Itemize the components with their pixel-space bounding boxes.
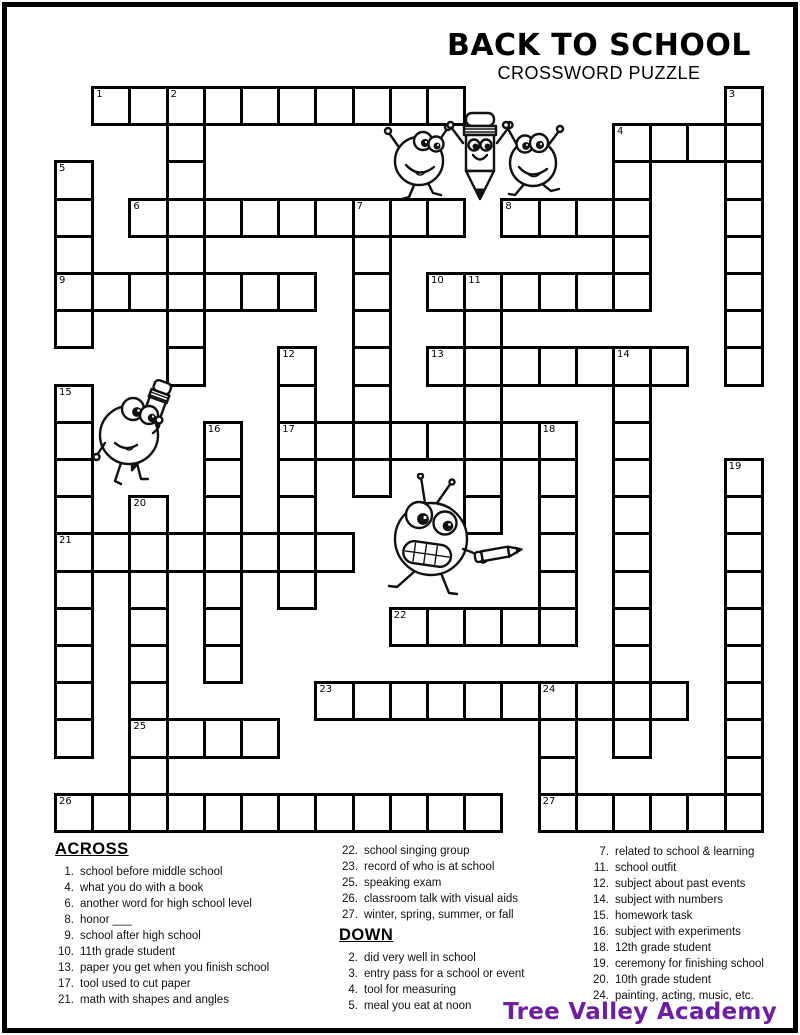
clue-text: did very well in school — [364, 952, 476, 964]
clue-number: 6. — [64, 898, 74, 910]
cell-number: 3 — [728, 89, 735, 100]
grid-cell[interactable] — [463, 607, 503, 647]
clue-item — [588, 860, 764, 876]
grid-cell[interactable] — [724, 607, 764, 647]
grid-cell[interactable] — [538, 198, 578, 238]
cell-number: 5 — [59, 163, 66, 175]
grid-cell[interactable] — [352, 793, 392, 833]
clue-text: school after high school — [80, 930, 201, 942]
clue-item — [337, 859, 524, 875]
worksheet-page — [2, 2, 798, 1033]
grid-cell[interactable] — [352, 681, 392, 721]
clue-item — [588, 844, 764, 860]
clue-number: 4. — [348, 984, 358, 996]
grid-cell[interactable] — [426, 346, 466, 386]
grid-cell[interactable] — [314, 421, 354, 461]
grid-cell[interactable] — [538, 570, 578, 610]
grid-cell[interactable] — [203, 458, 243, 498]
grid-cell[interactable] — [724, 458, 764, 498]
grid-cell[interactable] — [463, 458, 503, 498]
grid-cell[interactable] — [240, 272, 280, 312]
grid-cell[interactable] — [724, 532, 764, 572]
grid-cell[interactable] — [463, 346, 503, 386]
cell-number: 13 — [431, 349, 444, 361]
grid-cell[interactable] — [500, 272, 540, 312]
grid-cell[interactable] — [240, 532, 280, 572]
clue-item — [53, 960, 269, 976]
cell-number: 18 — [542, 423, 556, 435]
clue-number: 15. — [593, 910, 609, 922]
grid-cell[interactable] — [612, 272, 652, 312]
clue-number: 24. — [593, 990, 609, 1002]
clue-text: subject with numbers — [615, 894, 724, 906]
grid-cell[interactable] — [724, 644, 764, 684]
grid-cell[interactable] — [314, 532, 354, 572]
clue-text: subject about past events — [615, 878, 746, 890]
clue-text: paper you get when you finish school — [80, 962, 270, 974]
grid-cell[interactable] — [500, 421, 540, 461]
grid-cell[interactable] — [538, 458, 578, 498]
clue-item — [588, 956, 764, 972]
cell-number: 14 — [617, 349, 630, 361]
grid-cell[interactable] — [166, 160, 206, 200]
grid-cell[interactable] — [166, 123, 206, 163]
clue-number: 1. — [64, 866, 74, 878]
grid-cell[interactable] — [538, 756, 578, 796]
grid-cell[interactable] — [166, 235, 206, 275]
grid-cell[interactable] — [54, 793, 94, 833]
grid-cell[interactable] — [724, 681, 764, 721]
grid-cell[interactable] — [352, 235, 392, 275]
grid-cell[interactable] — [128, 718, 168, 758]
grid-cell[interactable] — [91, 86, 131, 126]
grid-cell[interactable] — [612, 160, 652, 200]
grid-cell[interactable] — [91, 532, 131, 572]
grid-cell[interactable] — [240, 718, 280, 758]
grid-cell[interactable] — [724, 272, 764, 312]
grid-cell[interactable] — [277, 198, 317, 238]
clue-text: related to school & learning — [615, 846, 755, 858]
clue-text: 12th grade student — [615, 942, 711, 954]
grid-cell[interactable] — [128, 570, 168, 610]
grid-cell[interactable] — [128, 793, 168, 833]
cell-number: 9 — [59, 275, 66, 286]
clue-text: math with shapes and angles — [80, 994, 229, 1006]
clue-item — [588, 924, 764, 940]
clue-number: 9. — [64, 930, 74, 942]
cell-number: 8 — [505, 200, 512, 212]
clue-item — [53, 992, 269, 1008]
grid-cell[interactable] — [724, 198, 764, 238]
page-subtitle: CROSSWORD PUZZLE — [497, 63, 701, 83]
grid-cell[interactable] — [724, 123, 764, 163]
grid-cell[interactable] — [724, 570, 764, 610]
grid-cell[interactable] — [128, 607, 168, 647]
down-heading: DOWN — [339, 926, 394, 944]
grid-cell[interactable] — [128, 532, 168, 572]
grid-cell[interactable] — [54, 718, 94, 758]
grid-cell[interactable] — [54, 384, 94, 424]
grid-cell[interactable] — [612, 570, 652, 610]
clue-item — [588, 940, 764, 956]
clue-number: 14. — [593, 894, 609, 906]
grid-cell[interactable] — [612, 495, 652, 535]
clue-text: entry pass for a school or event — [364, 968, 525, 980]
grid-cell[interactable] — [277, 570, 317, 610]
grid-cell[interactable] — [389, 86, 429, 126]
grid-cell[interactable] — [54, 160, 94, 200]
clue-item — [588, 876, 764, 892]
grid-cell[interactable] — [426, 272, 466, 312]
grid-cell[interactable] — [538, 793, 578, 833]
clue-item — [337, 998, 524, 1014]
grid-cell[interactable] — [54, 235, 94, 275]
grid-cell[interactable] — [612, 532, 652, 572]
cell-number: 19 — [728, 461, 742, 472]
clue-number: 11. — [593, 862, 609, 874]
clue-number: 20. — [593, 974, 609, 986]
grid-cell[interactable] — [314, 681, 354, 721]
grid-cell[interactable] — [166, 198, 206, 238]
cell-number: 27 — [542, 795, 556, 807]
cell-number: 16 — [207, 423, 221, 435]
grid-cell[interactable] — [128, 272, 168, 312]
clue-text: homework task — [615, 910, 693, 922]
cell-number: 11 — [468, 275, 481, 286]
grid-cell[interactable] — [389, 607, 429, 647]
clue-item — [337, 966, 524, 982]
grid-cell[interactable] — [352, 309, 392, 349]
clue-text: subject with experiments — [615, 926, 741, 938]
grid-cell[interactable] — [128, 644, 168, 684]
clue-text: winter, spring, summer, or fall — [364, 909, 514, 921]
grid-cell[interactable] — [277, 793, 317, 833]
cell-number: 15 — [59, 386, 72, 398]
grid-cell[interactable] — [352, 421, 392, 461]
grid-cell[interactable] — [203, 532, 243, 572]
cell-number: 4 — [617, 126, 624, 138]
grid-cell[interactable] — [166, 346, 206, 386]
grid-cell[interactable] — [463, 384, 503, 424]
clue-item — [337, 907, 524, 923]
grid-cell[interactable] — [54, 198, 94, 238]
clue-column — [588, 844, 764, 1004]
grid-cell[interactable] — [389, 793, 429, 833]
grid-cell[interactable] — [463, 793, 503, 833]
grid-cell[interactable] — [463, 272, 503, 312]
clue-item — [53, 944, 269, 960]
grid-cell[interactable] — [724, 86, 764, 126]
clue-item — [337, 843, 524, 859]
clue-column — [53, 837, 269, 1008]
clue-number: 8. — [64, 914, 74, 926]
clue-text: 10th grade student — [615, 974, 711, 986]
grid-cell[interactable] — [575, 272, 615, 312]
cell-number: 24 — [542, 684, 556, 696]
grid-cell[interactable] — [54, 458, 94, 498]
clue-item — [588, 908, 764, 924]
clue-number: 2. — [348, 952, 358, 964]
cell-number: 26 — [59, 795, 72, 807]
grid-cell[interactable] — [203, 198, 243, 238]
clue-number: 13. — [58, 962, 74, 974]
clue-item — [53, 976, 269, 992]
grid-cell[interactable] — [277, 495, 317, 535]
cell-number: 7 — [356, 200, 363, 212]
clue-text: school singing group — [364, 845, 470, 857]
grid-cell[interactable] — [463, 495, 503, 535]
grid-cell[interactable] — [54, 309, 94, 349]
clue-item — [588, 892, 764, 908]
across-heading: ACROSS — [55, 840, 129, 858]
clue-number: 21. — [58, 994, 74, 1006]
grid-cell[interactable] — [352, 384, 392, 424]
cell-number: 22 — [393, 609, 407, 621]
grid-cell[interactable] — [426, 421, 466, 461]
clue-number: 10. — [58, 946, 74, 958]
grid-cell[interactable] — [724, 235, 764, 275]
clue-text: classroom talk with visual aids — [364, 893, 519, 905]
grid-cell[interactable] — [203, 495, 243, 535]
cell-number: 12 — [282, 349, 295, 361]
grid-cell[interactable] — [575, 793, 615, 833]
grid-cell[interactable] — [54, 607, 94, 647]
grid-cell[interactable] — [538, 607, 578, 647]
grid-cell[interactable] — [686, 793, 726, 833]
grid-cell[interactable] — [203, 607, 243, 647]
grid-cell[interactable] — [54, 570, 94, 610]
grid-cell[interactable] — [426, 86, 466, 126]
grid-cell[interactable] — [463, 421, 503, 461]
grid-cell[interactable] — [426, 681, 466, 721]
clue-text: tool for measuring — [364, 984, 457, 996]
grid-cell[interactable] — [352, 346, 392, 386]
clue-number: 23. — [342, 861, 358, 873]
grid-cell[interactable] — [463, 309, 503, 349]
grid-cell[interactable] — [91, 272, 131, 312]
grid-cell[interactable] — [724, 346, 764, 386]
grid-cell[interactable] — [277, 384, 317, 424]
grid-cell[interactable] — [203, 272, 243, 312]
clue-number: 3. — [348, 968, 358, 980]
grid-cell[interactable] — [54, 421, 94, 461]
grid-cell[interactable] — [612, 681, 652, 721]
brand-logo-text: Tree Valley Academy — [503, 999, 777, 1025]
grid-cell[interactable] — [575, 346, 615, 386]
clue-item — [337, 950, 524, 966]
clue-number: 5. — [348, 1000, 358, 1012]
clue-text: 11th grade student — [80, 946, 176, 958]
grid-cell[interactable] — [277, 86, 317, 126]
grid-cell[interactable] — [54, 532, 94, 572]
grid-cell[interactable] — [724, 793, 764, 833]
grid-cell[interactable] — [389, 421, 429, 461]
cell-number: 17 — [282, 423, 295, 435]
grid-cell[interactable] — [612, 346, 652, 386]
grid-cell[interactable] — [240, 793, 280, 833]
clue-item — [337, 891, 524, 907]
grid-cell[interactable] — [575, 198, 615, 238]
grid-cell[interactable] — [538, 532, 578, 572]
grid-cell[interactable] — [203, 644, 243, 684]
grid-cell[interactable] — [686, 123, 726, 163]
grid-cell[interactable] — [203, 718, 243, 758]
grid-cell[interactable] — [538, 346, 578, 386]
grid-cell[interactable] — [612, 793, 652, 833]
clue-item — [53, 864, 269, 880]
grid-cell[interactable] — [724, 160, 764, 200]
grid-cell[interactable] — [203, 793, 243, 833]
clue-number: 7. — [599, 846, 609, 858]
clue-text: painting, acting, music, etc. — [615, 990, 754, 1002]
grid-cell[interactable] — [500, 346, 540, 386]
grid-cell[interactable] — [538, 718, 578, 758]
grid-cell[interactable] — [389, 681, 429, 721]
grid-cell[interactable] — [649, 123, 689, 163]
grid-cell[interactable] — [649, 681, 689, 721]
cell-number: 1 — [96, 89, 103, 100]
grid-cell[interactable] — [352, 272, 392, 312]
clue-text: record of who is at school — [364, 861, 495, 873]
clue-number: 12. — [593, 878, 609, 890]
grid-cell[interactable] — [128, 756, 168, 796]
grid-cell[interactable] — [538, 495, 578, 535]
cell-number: 23 — [319, 684, 333, 696]
clue-text: another word for high school level — [80, 898, 252, 910]
grid-cell[interactable] — [426, 793, 466, 833]
grid-cell[interactable] — [314, 198, 354, 238]
cell-number: 6 — [133, 200, 140, 212]
grid-cell[interactable] — [612, 644, 652, 684]
grid-cell[interactable] — [128, 198, 168, 238]
grid-cell[interactable] — [612, 607, 652, 647]
clue-text: meal you eat at noon — [364, 1000, 472, 1012]
cell-number: 10 — [431, 275, 444, 286]
clue-number: 25. — [342, 877, 358, 889]
grid-cell[interactable] — [203, 86, 243, 126]
grid-cell[interactable] — [54, 681, 94, 721]
grid-cell[interactable] — [352, 198, 392, 238]
grid-cell[interactable] — [538, 421, 578, 461]
cell-number: 21 — [59, 535, 72, 547]
clue-item — [337, 982, 524, 998]
grid-cell[interactable] — [463, 681, 503, 721]
grid-cell[interactable] — [166, 793, 206, 833]
grid-cell[interactable] — [277, 421, 317, 461]
clue-text: what you do with a book — [80, 882, 204, 894]
clue-item — [53, 912, 269, 928]
grid-cell[interactable] — [352, 86, 392, 126]
grid-cell[interactable] — [538, 272, 578, 312]
cell-number: 20 — [133, 498, 147, 510]
clue-item — [53, 880, 269, 896]
clue-text: school before middle school — [80, 866, 223, 878]
grid-cell[interactable] — [166, 309, 206, 349]
grid-cell[interactable] — [203, 570, 243, 610]
clue-number: 16. — [593, 926, 609, 938]
clue-number: 17. — [58, 978, 74, 990]
grid-cell[interactable] — [166, 272, 206, 312]
page-title: BACK TO SCHOOL — [446, 28, 752, 63]
clue-text: honor ___ — [80, 914, 132, 926]
clue-item — [588, 972, 764, 988]
grid-cell[interactable] — [612, 421, 652, 461]
clue-number: 22. — [342, 845, 358, 857]
grid-cell[interactable] — [612, 458, 652, 498]
grid-cell[interactable] — [128, 495, 168, 535]
grid-cell[interactable] — [277, 346, 317, 386]
grid-cell[interactable] — [240, 86, 280, 126]
grid-cell[interactable] — [54, 272, 94, 312]
grid-cell[interactable] — [240, 198, 280, 238]
grid-cell[interactable] — [389, 198, 429, 238]
clue-number: 4. — [64, 882, 74, 894]
grid-cell[interactable] — [426, 198, 466, 238]
grid-cell[interactable] — [166, 532, 206, 572]
clue-number: 26. — [342, 893, 358, 905]
grid-cell[interactable] — [314, 793, 354, 833]
grid-cell[interactable] — [612, 198, 652, 238]
clue-number: 18. — [593, 942, 609, 954]
grid-cell[interactable] — [538, 681, 578, 721]
grid-cell[interactable] — [54, 644, 94, 684]
grid-cell[interactable] — [500, 198, 540, 238]
grid-cell[interactable] — [128, 681, 168, 721]
clue-item — [337, 875, 524, 891]
clue-item — [53, 928, 269, 944]
grid-cell[interactable] — [277, 272, 317, 312]
clue-number: 19. — [593, 958, 609, 970]
grid-cell[interactable] — [612, 718, 652, 758]
grid-cell[interactable] — [649, 793, 689, 833]
grid-cell[interactable] — [128, 86, 168, 126]
grid-cell[interactable] — [426, 607, 466, 647]
cell-number: 2 — [170, 89, 177, 100]
grid-cell[interactable] — [724, 756, 764, 796]
grid-cell[interactable] — [649, 346, 689, 386]
grid-cell[interactable] — [612, 235, 652, 275]
grid-cell[interactable] — [277, 458, 317, 498]
clue-number: 27. — [342, 909, 358, 921]
grid-cell[interactable] — [203, 421, 243, 461]
clue-text: speaking exam — [364, 877, 442, 889]
clue-text: ceremony for finishing school — [615, 958, 764, 970]
grid-cell[interactable] — [54, 495, 94, 535]
grid-cell[interactable] — [612, 384, 652, 424]
grid-cell[interactable] — [500, 681, 540, 721]
clue-column — [337, 843, 524, 1014]
grid-cell[interactable] — [166, 86, 206, 126]
clue-item — [53, 896, 269, 912]
clue-text: school outfit — [615, 862, 677, 874]
clue-text: tool used to cut paper — [80, 978, 191, 990]
grid-cell[interactable] — [724, 495, 764, 535]
grid-cell[interactable] — [724, 718, 764, 758]
grid-cell[interactable] — [91, 793, 131, 833]
grid-cell[interactable] — [500, 607, 540, 647]
grid-cell[interactable] — [352, 458, 392, 498]
grid-cell[interactable] — [724, 309, 764, 349]
grid-cell[interactable] — [277, 532, 317, 572]
cell-number: 25 — [133, 721, 147, 733]
grid-cell[interactable] — [314, 86, 354, 126]
grid-cell[interactable] — [166, 718, 206, 758]
grid-cell[interactable] — [575, 681, 615, 721]
grid-cell[interactable] — [612, 123, 652, 163]
